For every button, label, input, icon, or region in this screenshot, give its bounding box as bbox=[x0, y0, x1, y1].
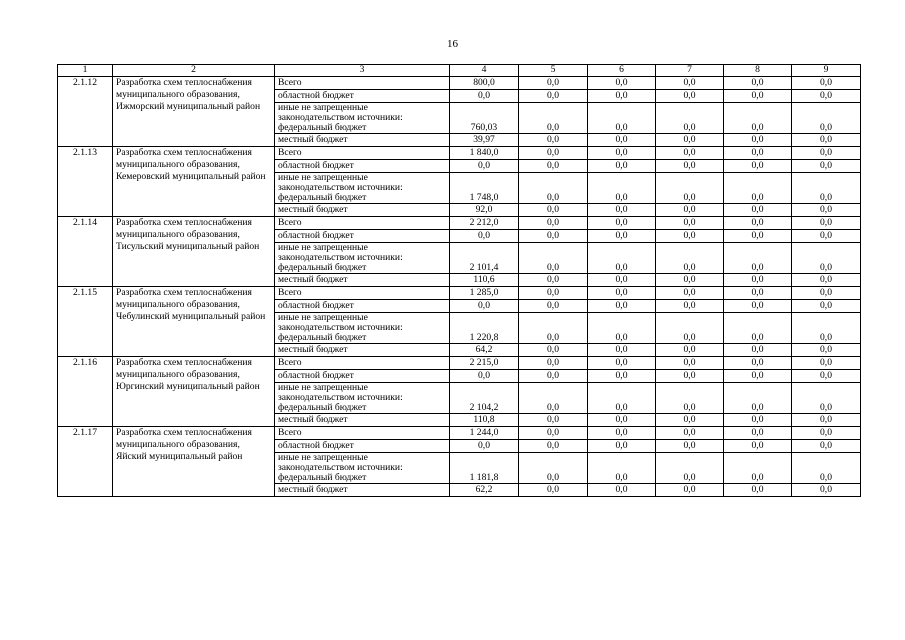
federal-value bbox=[588, 383, 656, 414]
table-row bbox=[58, 287, 861, 300]
total-value: 1 285,0 bbox=[450, 287, 519, 300]
total-value: 0,0 bbox=[588, 147, 656, 160]
local-value: 0,0 bbox=[792, 134, 861, 147]
total-value: 2 215,0 bbox=[450, 357, 519, 370]
column-header: 1 bbox=[58, 65, 113, 77]
regional-value: 0,0 bbox=[450, 230, 519, 243]
column-header: 3 bbox=[275, 65, 450, 77]
other-sources-label: иные не запрещенные законодательством источники: bbox=[278, 452, 403, 473]
item-name: Разработка схем теплоснабжения муниципального образования, Юргинский муниципальный район bbox=[113, 357, 275, 427]
local-value: 0,0 bbox=[792, 484, 861, 497]
federal-value bbox=[588, 313, 656, 344]
total-value: 0,0 bbox=[519, 147, 588, 160]
source-label-total: Всего bbox=[275, 287, 450, 300]
item-code: 2.1.12 bbox=[58, 77, 113, 147]
local-value: 0,0 bbox=[724, 344, 792, 357]
federal-value-text: 760,03 bbox=[470, 122, 498, 133]
local-value: 0,0 bbox=[656, 134, 724, 147]
regional-value: 0,0 bbox=[724, 300, 792, 313]
federal-value bbox=[519, 453, 588, 484]
column-header: 4 bbox=[450, 65, 519, 77]
source-label-other bbox=[275, 453, 450, 484]
federal-value-text: 0,0 bbox=[683, 192, 696, 203]
federal-value bbox=[724, 243, 792, 274]
regional-value: 0,0 bbox=[656, 160, 724, 173]
source-label-regional: областной бюджет bbox=[275, 440, 450, 453]
local-value: 110,8 bbox=[450, 414, 519, 427]
total-value: 0,0 bbox=[656, 217, 724, 230]
item-code: 2.1.13 bbox=[58, 147, 113, 217]
federal-value-text: 0,0 bbox=[820, 122, 832, 133]
other-sources-label: иные не запрещенные законодательством источники: bbox=[278, 382, 403, 403]
total-value: 0,0 bbox=[519, 77, 588, 90]
local-value: 0,0 bbox=[588, 134, 656, 147]
federal-value bbox=[450, 103, 519, 134]
item-code: 2.1.15 bbox=[58, 287, 113, 357]
federal-value-text: 0,0 bbox=[547, 472, 559, 483]
federal-value bbox=[656, 243, 724, 274]
total-value: 0,0 bbox=[656, 427, 724, 440]
total-value: 0,0 bbox=[792, 287, 861, 300]
total-value: 0,0 bbox=[724, 77, 792, 90]
regional-value: 0,0 bbox=[792, 160, 861, 173]
local-value: 0,0 bbox=[656, 484, 724, 497]
federal-value bbox=[450, 383, 519, 414]
local-value: 0,0 bbox=[724, 274, 792, 287]
federal-value bbox=[724, 173, 792, 204]
total-value: 0,0 bbox=[792, 147, 861, 160]
federal-value-text: 0,0 bbox=[615, 192, 628, 203]
federal-value bbox=[519, 173, 588, 204]
regional-value: 0,0 bbox=[724, 230, 792, 243]
local-value: 0,0 bbox=[724, 204, 792, 217]
federal-value bbox=[724, 103, 792, 134]
other-sources-label: иные не запрещенные законодательством источники: bbox=[278, 102, 403, 123]
federal-value bbox=[519, 243, 588, 274]
source-label-regional: областной бюджет bbox=[275, 300, 450, 313]
regional-value: 0,0 bbox=[792, 370, 861, 383]
local-value: 0,0 bbox=[656, 344, 724, 357]
federal-value-text: 0,0 bbox=[683, 122, 696, 133]
source-label-total: Всего bbox=[275, 77, 450, 90]
total-value: 0,0 bbox=[792, 357, 861, 370]
regional-value: 0,0 bbox=[792, 230, 861, 243]
federal-value-text: 0,0 bbox=[615, 402, 628, 413]
local-value: 0,0 bbox=[792, 414, 861, 427]
federal-value-text: 0,0 bbox=[751, 332, 764, 343]
regional-value: 0,0 bbox=[656, 300, 724, 313]
local-value: 0,0 bbox=[792, 344, 861, 357]
local-value: 0,0 bbox=[792, 204, 861, 217]
source-label-total: Всего bbox=[275, 147, 450, 160]
federal-value-text: 0,0 bbox=[683, 472, 696, 483]
regional-value: 0,0 bbox=[792, 90, 861, 103]
regional-value: 0,0 bbox=[792, 440, 861, 453]
column-header: 2 bbox=[113, 65, 275, 77]
regional-value: 0,0 bbox=[450, 160, 519, 173]
local-value: 0,0 bbox=[519, 274, 588, 287]
total-value: 0,0 bbox=[724, 357, 792, 370]
local-value: 0,0 bbox=[656, 274, 724, 287]
federal-value bbox=[656, 103, 724, 134]
table-header bbox=[58, 65, 861, 77]
total-value: 0,0 bbox=[656, 357, 724, 370]
federal-value-text: 0,0 bbox=[615, 122, 628, 133]
local-value: 39,97 bbox=[450, 134, 519, 147]
total-value: 0,0 bbox=[792, 427, 861, 440]
total-value: 1 244,0 bbox=[450, 427, 519, 440]
total-value: 0,0 bbox=[792, 77, 861, 90]
local-value: 0,0 bbox=[519, 414, 588, 427]
federal-label: федеральный бюджет bbox=[278, 402, 367, 413]
local-value: 0,0 bbox=[724, 414, 792, 427]
total-value: 0,0 bbox=[519, 427, 588, 440]
federal-value-text: 0,0 bbox=[820, 472, 832, 483]
other-sources-label: иные не запрещенные законодательством источники: bbox=[278, 312, 403, 333]
total-value: 0,0 bbox=[656, 77, 724, 90]
regional-value: 0,0 bbox=[724, 440, 792, 453]
source-label-local: местный бюджет bbox=[275, 414, 450, 427]
local-value: 0,0 bbox=[519, 204, 588, 217]
other-sources-label: иные не запрещенные законодательством источники: bbox=[278, 242, 403, 263]
source-label-local: местный бюджет bbox=[275, 134, 450, 147]
federal-value bbox=[588, 103, 656, 134]
local-value: 110,6 bbox=[450, 274, 519, 287]
item-name: Разработка схем теплоснабжения муниципального образования, Чебулинский муниципальный район bbox=[113, 287, 275, 357]
local-value: 0,0 bbox=[588, 414, 656, 427]
source-label-other bbox=[275, 313, 450, 344]
local-value: 62,2 bbox=[450, 484, 519, 497]
federal-value bbox=[519, 313, 588, 344]
source-label-total: Всего bbox=[275, 427, 450, 440]
regional-value: 0,0 bbox=[519, 440, 588, 453]
federal-value bbox=[450, 453, 519, 484]
table-body bbox=[58, 77, 861, 497]
regional-value: 0,0 bbox=[450, 370, 519, 383]
federal-value bbox=[450, 243, 519, 274]
federal-value bbox=[792, 243, 861, 274]
federal-value-text: 0,0 bbox=[683, 332, 696, 343]
federal-label: федеральный бюджет bbox=[278, 192, 367, 203]
total-value: 0,0 bbox=[588, 427, 656, 440]
federal-label: федеральный бюджет bbox=[278, 472, 367, 483]
source-label-local: местный бюджет bbox=[275, 274, 450, 287]
local-value: 0,0 bbox=[588, 274, 656, 287]
total-value: 0,0 bbox=[724, 287, 792, 300]
source-label-other bbox=[275, 173, 450, 204]
federal-value-text: 1 748,0 bbox=[469, 192, 499, 203]
federal-value bbox=[792, 313, 861, 344]
local-value: 92,0 bbox=[450, 204, 519, 217]
regional-value: 0,0 bbox=[724, 160, 792, 173]
federal-value bbox=[450, 173, 519, 204]
federal-value bbox=[656, 313, 724, 344]
total-value: 0,0 bbox=[519, 357, 588, 370]
federal-value bbox=[724, 453, 792, 484]
source-label-other bbox=[275, 243, 450, 274]
federal-value bbox=[792, 453, 861, 484]
source-label-total: Всего bbox=[275, 357, 450, 370]
federal-value bbox=[656, 173, 724, 204]
federal-value-text: 0,0 bbox=[547, 402, 559, 413]
total-value: 800,0 bbox=[450, 77, 519, 90]
federal-value-text: 0,0 bbox=[547, 332, 559, 343]
federal-value-text: 0,0 bbox=[751, 472, 764, 483]
regional-value: 0,0 bbox=[588, 370, 656, 383]
federal-value-text: 0,0 bbox=[751, 192, 764, 203]
regional-value: 0,0 bbox=[656, 440, 724, 453]
source-label-regional: областной бюджет bbox=[275, 160, 450, 173]
regional-value: 0,0 bbox=[724, 90, 792, 103]
header-row bbox=[58, 65, 861, 77]
local-value: 0,0 bbox=[656, 204, 724, 217]
item-name: Разработка схем теплоснабжения муниципального образования, Тисульский муниципальный район bbox=[113, 217, 275, 287]
total-value: 2 212,0 bbox=[450, 217, 519, 230]
local-value: 0,0 bbox=[588, 484, 656, 497]
federal-value-text: 1 220,8 bbox=[469, 332, 499, 343]
regional-value: 0,0 bbox=[588, 440, 656, 453]
federal-value-text: 0,0 bbox=[547, 262, 559, 273]
regional-value: 0,0 bbox=[450, 440, 519, 453]
local-value: 0,0 bbox=[588, 204, 656, 217]
item-code: 2.1.16 bbox=[58, 357, 113, 427]
federal-value-text: 0,0 bbox=[820, 402, 832, 413]
local-value: 0,0 bbox=[519, 134, 588, 147]
source-label-regional: областной бюджет bbox=[275, 90, 450, 103]
regional-value: 0,0 bbox=[588, 230, 656, 243]
regional-value: 0,0 bbox=[656, 90, 724, 103]
federal-value bbox=[792, 173, 861, 204]
table-row bbox=[58, 427, 861, 440]
federal-value bbox=[519, 103, 588, 134]
regional-value: 0,0 bbox=[588, 300, 656, 313]
federal-value bbox=[519, 383, 588, 414]
local-value: 64,2 bbox=[450, 344, 519, 357]
budget-table bbox=[57, 64, 861, 497]
regional-value: 0,0 bbox=[656, 230, 724, 243]
total-value: 0,0 bbox=[588, 217, 656, 230]
total-value: 0,0 bbox=[519, 287, 588, 300]
local-value: 0,0 bbox=[588, 344, 656, 357]
column-header: 7 bbox=[656, 65, 724, 77]
source-label-total: Всего bbox=[275, 217, 450, 230]
item-code: 2.1.17 bbox=[58, 427, 113, 497]
column-header: 6 bbox=[588, 65, 656, 77]
federal-label: федеральный бюджет bbox=[278, 122, 367, 133]
table-row bbox=[58, 217, 861, 230]
federal-value bbox=[656, 383, 724, 414]
regional-value: 0,0 bbox=[656, 370, 724, 383]
total-value: 0,0 bbox=[588, 77, 656, 90]
total-value: 0,0 bbox=[724, 217, 792, 230]
federal-value-text: 0,0 bbox=[615, 262, 628, 273]
regional-value: 0,0 bbox=[724, 370, 792, 383]
federal-value-text: 0,0 bbox=[751, 262, 764, 273]
total-value: 0,0 bbox=[792, 217, 861, 230]
source-label-other bbox=[275, 383, 450, 414]
total-value: 0,0 bbox=[588, 287, 656, 300]
regional-value: 0,0 bbox=[450, 90, 519, 103]
page-number: 16 bbox=[447, 38, 458, 50]
local-value: 0,0 bbox=[792, 274, 861, 287]
federal-label: федеральный бюджет bbox=[278, 262, 367, 273]
federal-value-text: 0,0 bbox=[615, 332, 628, 343]
total-value: 1 840,0 bbox=[450, 147, 519, 160]
local-value: 0,0 bbox=[724, 134, 792, 147]
federal-value-text: 0,0 bbox=[683, 402, 696, 413]
federal-value bbox=[792, 383, 861, 414]
federal-value bbox=[724, 313, 792, 344]
total-value: 0,0 bbox=[656, 287, 724, 300]
source-label-local: местный бюджет bbox=[275, 204, 450, 217]
regional-value: 0,0 bbox=[519, 370, 588, 383]
other-sources-label: иные не запрещенные законодательством источники: bbox=[278, 172, 403, 193]
federal-value-text: 0,0 bbox=[547, 192, 559, 203]
regional-value: 0,0 bbox=[519, 90, 588, 103]
federal-value-text: 2 101,4 bbox=[469, 262, 499, 273]
regional-value: 0,0 bbox=[519, 160, 588, 173]
total-value: 0,0 bbox=[724, 427, 792, 440]
federal-value-text: 0,0 bbox=[820, 262, 832, 273]
total-value: 0,0 bbox=[588, 357, 656, 370]
federal-value bbox=[724, 383, 792, 414]
local-value: 0,0 bbox=[519, 484, 588, 497]
item-name: Разработка схем теплоснабжения муниципального образования, Кемеровский муниципальный район bbox=[113, 147, 275, 217]
table-row bbox=[58, 147, 861, 160]
federal-value bbox=[588, 453, 656, 484]
federal-value-text: 0,0 bbox=[547, 122, 559, 133]
federal-value-text: 0,0 bbox=[751, 402, 764, 413]
federal-value-text: 0,0 bbox=[820, 192, 832, 203]
column-header: 5 bbox=[519, 65, 588, 77]
column-header: 8 bbox=[724, 65, 792, 77]
federal-value-text: 0,0 bbox=[683, 262, 696, 273]
item-name: Разработка схем теплоснабжения муниципального образования, Яйский муниципальный район bbox=[113, 427, 275, 497]
federal-value bbox=[792, 103, 861, 134]
regional-value: 0,0 bbox=[519, 300, 588, 313]
regional-value: 0,0 bbox=[792, 300, 861, 313]
item-code: 2.1.14 bbox=[58, 217, 113, 287]
federal-label: федеральный бюджет bbox=[278, 332, 367, 343]
source-label-regional: областной бюджет bbox=[275, 230, 450, 243]
source-label-regional: областной бюджет bbox=[275, 370, 450, 383]
federal-value-text: 1 181,8 bbox=[469, 472, 499, 483]
local-value: 0,0 bbox=[656, 414, 724, 427]
regional-value: 0,0 bbox=[450, 300, 519, 313]
total-value: 0,0 bbox=[519, 217, 588, 230]
source-label-local: местный бюджет bbox=[275, 484, 450, 497]
table-row bbox=[58, 357, 861, 370]
source-label-local: местный бюджет bbox=[275, 344, 450, 357]
regional-value: 0,0 bbox=[588, 160, 656, 173]
federal-value bbox=[450, 313, 519, 344]
item-name: Разработка схем теплоснабжения муниципального образования, Ижморский муниципальный район bbox=[113, 77, 275, 147]
local-value: 0,0 bbox=[724, 484, 792, 497]
federal-value-text: 2 104,2 bbox=[469, 402, 499, 413]
federal-value bbox=[656, 453, 724, 484]
local-value: 0,0 bbox=[519, 344, 588, 357]
source-label-other bbox=[275, 103, 450, 134]
regional-value: 0,0 bbox=[588, 90, 656, 103]
federal-value-text: 0,0 bbox=[615, 472, 628, 483]
total-value: 0,0 bbox=[656, 147, 724, 160]
column-header: 9 bbox=[792, 65, 861, 77]
federal-value bbox=[588, 173, 656, 204]
federal-value-text: 0,0 bbox=[751, 122, 764, 133]
federal-value bbox=[588, 243, 656, 274]
total-value: 0,0 bbox=[724, 147, 792, 160]
table-row bbox=[58, 77, 861, 90]
federal-value-text: 0,0 bbox=[820, 332, 832, 343]
regional-value: 0,0 bbox=[519, 230, 588, 243]
